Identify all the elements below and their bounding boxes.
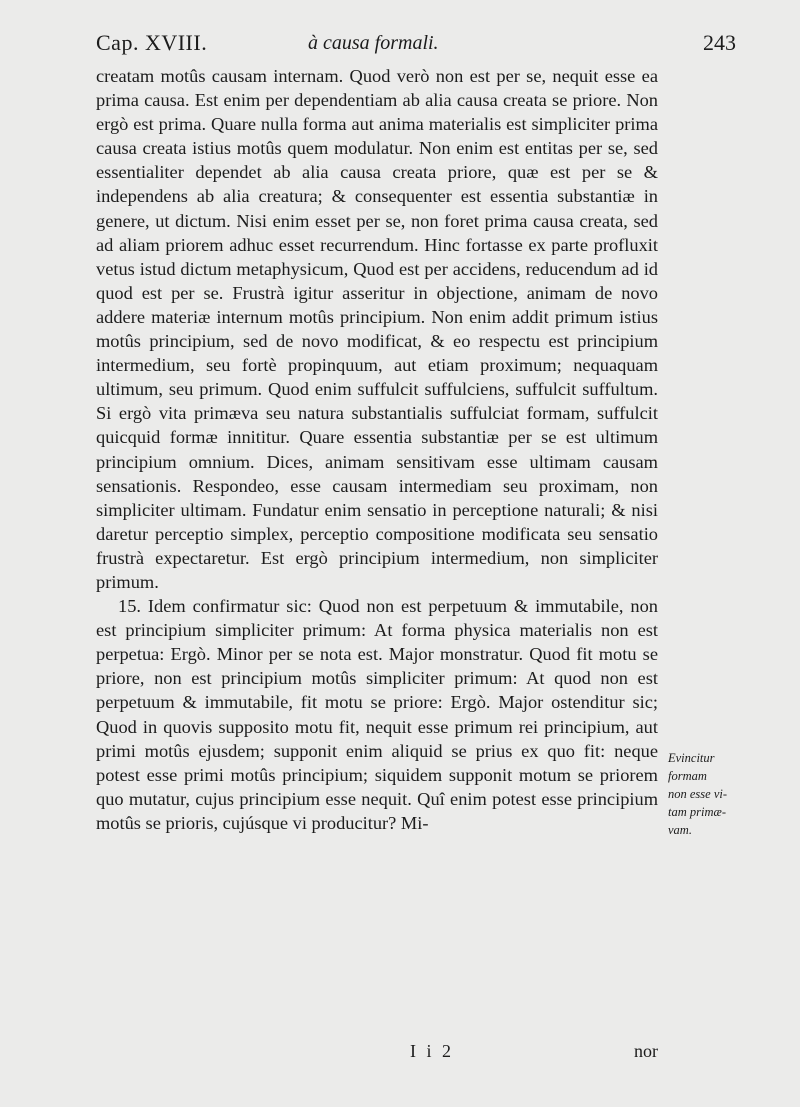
signature-mark: I i 2 (410, 1041, 454, 1061)
chapter-heading: Cap. XVIII. (96, 30, 208, 55)
marginal-line: tam primæ- (668, 805, 726, 819)
marginal-line: formam (668, 769, 707, 783)
catchword: nor (634, 1041, 658, 1061)
paragraph-section-15: 15. Idem confirmatur sic: Quod non est perpetuum & immutabile, non est principium simpliciter primum: At forma physica materialis non est perpetua: Ergò. Minor per se nota est. Major monstratur. Quod fit motu se priore, non est principium motûs simpliciter primum: At quod non est perpetuum & immutabile, fit motu se priore: Ergò. Major ostenditur sic; Quod in quovis supposito motu fit, nequit esse primum rei principium, aut primi motûs ejusdem; supponit enim aliquid se prius ex quo fit: neque potest esse primi motûs principium; siquidem supponit motum se priorem quo mutatur, cujus principium esse nequit. Quî enim potest esse principium motûs se prioris, cujúsque vi producitur? Mi- (96, 596, 658, 833)
running-title: à causa formali. (308, 32, 439, 54)
marginal-line: vam. (668, 823, 692, 837)
paragraph-continuation: creatam motûs causam internam. Quod verò non est per se, nequit esse ea prima causa. Est enim per dependentiam ab alia causa creata se priore. Non ergò est prima. Quare nulla forma aut anima materialis est simpliciter prima causa creata istius motûs quem modulatur. Non enim est entitas per se, sed essentialiter dependet ab alia causa creata priore, quæ est per se & independens ab alia creatura; & consequenter est essentia substantiæ in genere, ut dictum. Nisi enim esset per se, non foret prima causa creata, sed ad aliam priorem adhuc esset recurrendum. Hinc fortasse ex parte profluxit vetus istud dictum metaphysicum, Quod est per accidens, reducendum ad id quod est per se. Frustrà igitur asseritur in objectione, animam de novo addere materiæ internum motûs principium. Non enim addit primum istius motûs principium, sed de novo modificat, & eo respectu est principium intermedium, seu fortè propinquum, aut etiam proximum; nequaquam ultimum, seu primum. Quod enim suffulcit suffulciens, suffulcit suffultum. Si ergò vita primæva seu natura substantialis suffulciat formam, suffulcit quicquid formæ innititur. Quare essentia substantiæ per se est ultimum principium omnium. Dices, animam sensitivam esse ultimam causam sensationis. Respondeo, esse causam intermediam seu proximam, non simpliciter ultimam. Fundatur enim sensatio in perceptione naturali; & nisi daretur perceptio simplex, perceptio compositione modificata seu sensatio frustrà expectaretur. Est ergò principium intermedium, non simpliciter primum. (96, 66, 658, 592)
page-footer (96, 1041, 658, 1065)
marginal-line: Evincitur (668, 751, 715, 765)
running-head (96, 30, 736, 64)
main-text (96, 64, 658, 835)
marginal-note (668, 749, 778, 839)
marginal-line: non esse vi- (668, 787, 728, 801)
page-number: 243 (703, 30, 736, 55)
